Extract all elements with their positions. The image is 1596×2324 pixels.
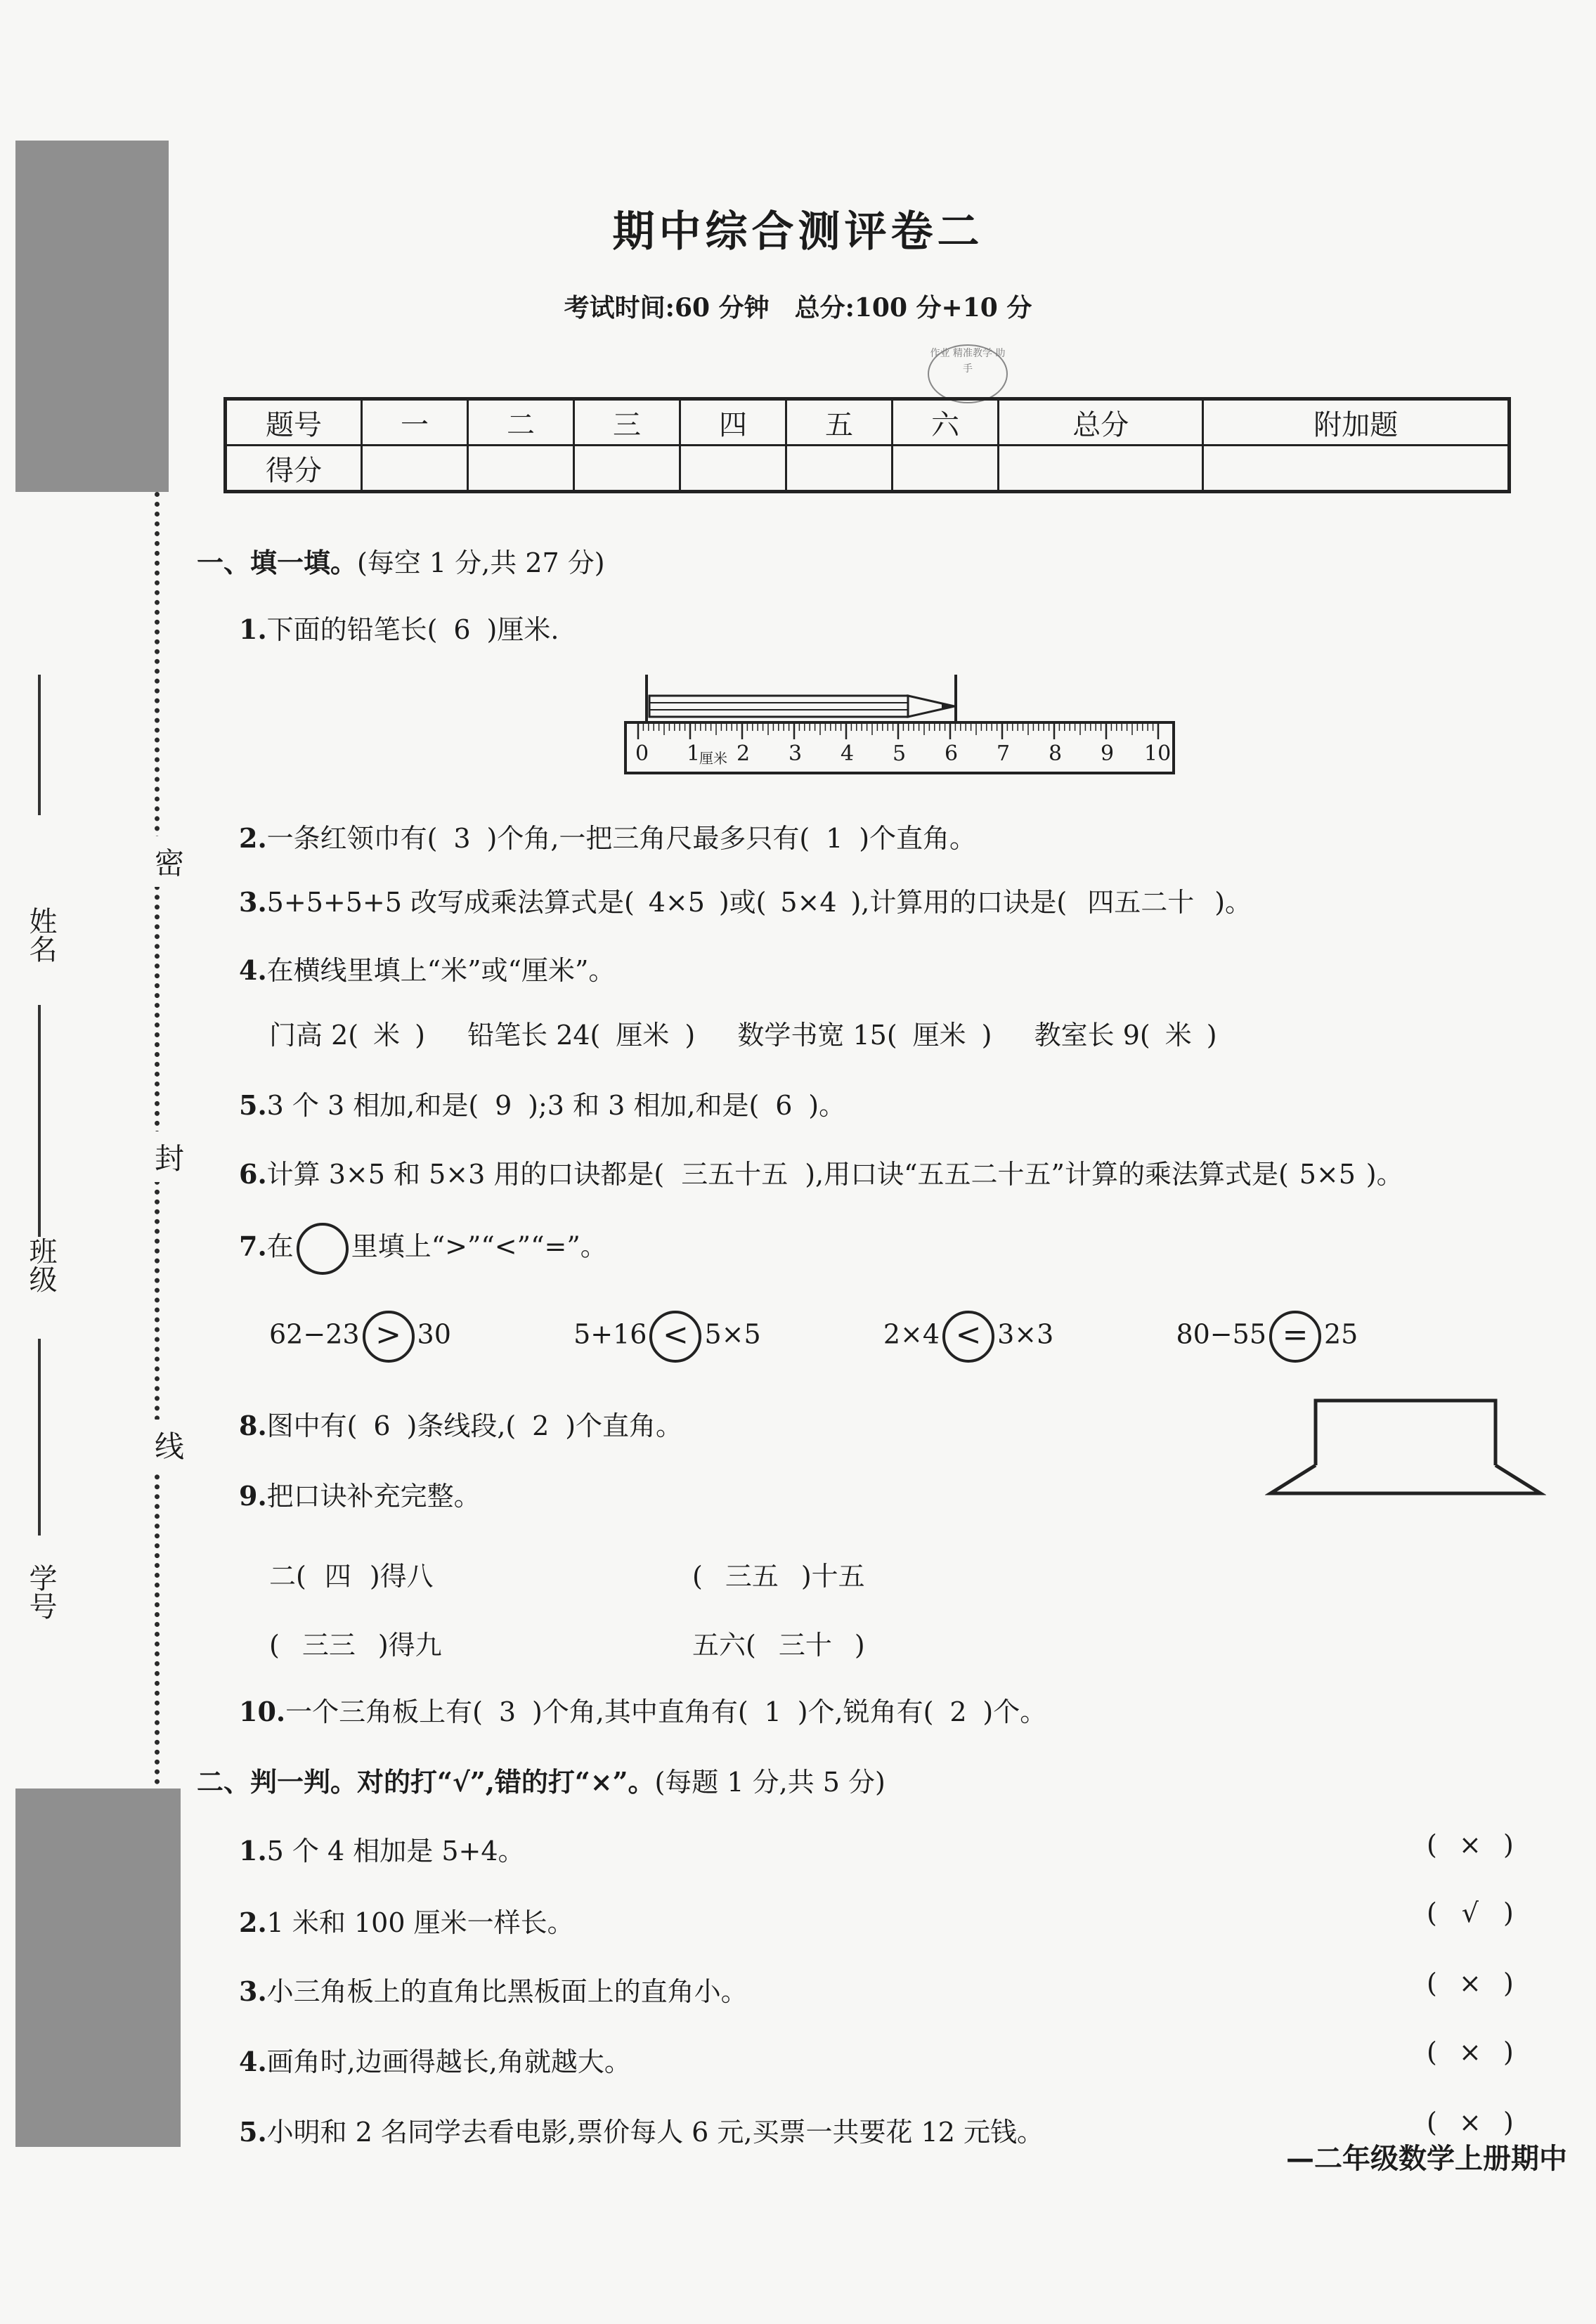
- judge-answer: ( × ): [1427, 1968, 1514, 1999]
- score-cell[interactable]: [680, 446, 786, 492]
- class-line: [38, 1005, 41, 1237]
- section1-note: (每空 1 分,共 27 分): [357, 547, 605, 578]
- q-number: 7.: [239, 1230, 267, 1262]
- answer: 米: [1164, 1020, 1192, 1051]
- q-text: ): [1206, 1020, 1217, 1051]
- answer-mark: ×: [1458, 2107, 1481, 2138]
- answer: 2: [532, 1410, 550, 1441]
- ruler-tick-label: 5: [893, 741, 907, 766]
- question-1: [239, 608, 559, 647]
- question-6: [239, 1153, 1403, 1191]
- ruler-tick-label: 2: [737, 741, 751, 766]
- q-number: 4.: [239, 954, 267, 986]
- blank-circle-icon: [297, 1223, 349, 1275]
- q-number: 8.: [239, 1410, 267, 1441]
- q-text: )得八: [369, 1561, 434, 1592]
- answer-mark: √: [1461, 1897, 1479, 1928]
- trapezoid-figure: [1265, 1395, 1546, 1497]
- q-text: 二(: [269, 1561, 306, 1592]
- q-text: )条线段,(: [406, 1410, 517, 1441]
- q-text: 在横线里填上“米”或“厘米”。: [266, 955, 616, 986]
- score-header-cell: 六: [893, 399, 999, 446]
- q9-item: [692, 1554, 865, 1593]
- q-text: 铅笔长 24(: [467, 1020, 601, 1051]
- q-number: 9.: [239, 1480, 267, 1512]
- q-text: 5×5: [704, 1318, 761, 1350]
- q-text: 3 个 3 相加,和是(: [266, 1090, 479, 1121]
- q-text: );3 和 3 相加,和是(: [528, 1090, 760, 1121]
- answer: 厘米: [912, 1020, 966, 1051]
- name-line: [38, 675, 41, 815]
- ruler-tick-label: 8: [1049, 741, 1063, 766]
- question-3: [239, 881, 1252, 919]
- q-text: 62−23: [269, 1318, 360, 1350]
- number-label: 学号: [25, 1564, 57, 1620]
- q-text: 下面的铅笔长(: [266, 614, 438, 645]
- score-header-row: [226, 399, 1510, 446]
- q-text: 一条红领巾有(: [266, 823, 438, 854]
- score-cell[interactable]: [999, 446, 1203, 492]
- q4-items: [269, 1013, 1217, 1052]
- seal-char-1: 密: [155, 836, 184, 887]
- answer: 6: [775, 1090, 793, 1121]
- answer: 米: [373, 1020, 401, 1051]
- q-text: 5+16: [573, 1318, 647, 1350]
- q-text: 小三角板上的直角比黑板面上的直角小。: [266, 1976, 748, 2007]
- score-cell[interactable]: [574, 446, 680, 492]
- score-table: [223, 397, 1511, 493]
- score-header-cell: 一: [362, 399, 468, 446]
- score-header-cell: 五: [786, 399, 893, 446]
- question-9: [239, 1474, 481, 1513]
- score-cell[interactable]: [893, 446, 999, 492]
- q-number: 10.: [239, 1696, 286, 1727]
- q-text: 80−55: [1176, 1318, 1266, 1350]
- score-header-cell: 四: [680, 399, 786, 446]
- answer: 6: [453, 614, 471, 645]
- q-text: ): [854, 1630, 865, 1661]
- judge-answer: ( × ): [1427, 1829, 1514, 1860]
- ruler-tick-label: 7: [997, 741, 1011, 766]
- q-text: 5 个 4 相加是 5+4。: [266, 1836, 525, 1867]
- question-10: [239, 1690, 1046, 1729]
- number-line: [38, 1339, 41, 1536]
- page-title: 期中综合测评卷二: [612, 207, 984, 257]
- compare-circle: >: [363, 1311, 415, 1363]
- q-text: 计算 3×5 和 5×3 用的口诀都是(: [266, 1159, 665, 1190]
- q-number: 3.: [239, 886, 267, 918]
- judge-question: [239, 2110, 1044, 2149]
- q-text: )十五: [800, 1561, 865, 1592]
- score-row: [226, 446, 1510, 492]
- judge-answer: ( √ ): [1427, 1897, 1514, 1928]
- q-text: )个角,一把三角尺最多只有(: [486, 823, 810, 854]
- q-number: 5.: [239, 2116, 267, 2148]
- section2-title: 二、判一判。对的打“√”,错的打“×”。: [197, 1766, 655, 1798]
- q-number: 6.: [239, 1158, 267, 1190]
- q9-item: [269, 1554, 434, 1593]
- q-text: )个直角。: [565, 1410, 683, 1441]
- q-number: 3.: [239, 1975, 267, 2007]
- answer: 三三: [301, 1630, 356, 1661]
- ruler-tick-label: 4: [841, 741, 855, 766]
- ruler-tick-label: 10: [1144, 741, 1172, 766]
- answer: 1: [764, 1696, 781, 1727]
- score-header-cell: 总分: [999, 399, 1203, 446]
- score-cell[interactable]: [1203, 446, 1510, 492]
- q-text: 教室长 9(: [1034, 1020, 1150, 1051]
- q-text: 25: [1324, 1318, 1358, 1350]
- q9-item: [269, 1623, 442, 1662]
- score-header-cell: 二: [468, 399, 574, 446]
- judge-answer: ( × ): [1427, 2107, 1514, 2138]
- ruler-tick-label: 6: [945, 741, 959, 766]
- ruler-tick-label: 3: [789, 741, 803, 766]
- q-text: )个。: [982, 1696, 1047, 1727]
- answer: 2: [949, 1696, 967, 1727]
- section2-heading: [197, 1760, 885, 1799]
- question-7: [239, 1223, 607, 1275]
- q-text: 5+5+5+5 改写成乘法算式是(: [266, 887, 635, 918]
- judge-answer: ( × ): [1427, 2037, 1514, 2067]
- class-label: 班级: [25, 1237, 57, 1293]
- seal-char-3: 线: [155, 1420, 184, 1470]
- homework-stamp: 作业 精准教学 助手: [928, 344, 1008, 403]
- q-number: 2.: [239, 822, 267, 854]
- q-text: )或(: [718, 887, 767, 918]
- q-text: )厘米.: [486, 614, 559, 645]
- score-header-cell: 题号: [226, 399, 362, 446]
- judge-question: [239, 2040, 631, 2079]
- score-cell[interactable]: [786, 446, 893, 492]
- answer-mark: ×: [1458, 2037, 1481, 2067]
- question-4: [239, 949, 615, 987]
- q-text: )个直角。: [859, 823, 977, 854]
- answer: 厘米: [616, 1020, 670, 1051]
- q-text: (: [692, 1561, 703, 1592]
- ruler-unit-label: 厘米: [699, 750, 727, 767]
- seal-char-2: 封: [155, 1131, 184, 1182]
- q-text: )个角,其中直角有(: [531, 1696, 748, 1727]
- answer: 3: [498, 1696, 517, 1727]
- q-text: )得九: [377, 1630, 442, 1661]
- compare-circle: =: [1269, 1311, 1321, 1363]
- compare-circle: <: [649, 1311, 701, 1363]
- answer-mark: ×: [1458, 1968, 1481, 1999]
- ruler-labels: [625, 741, 1181, 770]
- answer: 9: [495, 1090, 512, 1121]
- page-footer: —二年级数学上册期中: [1286, 2142, 1567, 2175]
- q-text: ),计算用的口诀是(: [850, 887, 1068, 918]
- q-number: 4.: [239, 2046, 267, 2077]
- q-number: 2.: [239, 1907, 267, 1938]
- q-text: ): [981, 1020, 992, 1051]
- q7-items: [269, 1311, 1358, 1363]
- score-header-cell: 三: [574, 399, 680, 446]
- q-text: )。: [1214, 887, 1252, 918]
- q-text: )。: [1365, 1159, 1403, 1190]
- question-8: [239, 1404, 682, 1443]
- q-number: 1.: [239, 1835, 267, 1867]
- score-cell[interactable]: [468, 446, 574, 492]
- answer: 三五十五: [681, 1159, 789, 1190]
- q-text: 在: [266, 1231, 294, 1262]
- q-text: )个,锐角有(: [797, 1696, 934, 1727]
- answer: 6: [373, 1410, 391, 1441]
- judge-question: [239, 1970, 748, 2008]
- answer: 4×5: [648, 887, 705, 918]
- name-label: 姓名: [25, 907, 57, 963]
- answer: 5×4: [780, 887, 837, 918]
- section1-title: 一、填一填。: [197, 547, 358, 578]
- q-text: ),用口诀“五五二十五”计算的乘法算式是(: [805, 1159, 1289, 1190]
- question-5: [239, 1084, 845, 1122]
- q-text: 图中有(: [266, 1410, 358, 1441]
- ruler-tick-label: 0: [635, 741, 649, 766]
- section2-note: (每题 1 分,共 5 分): [654, 1767, 885, 1798]
- judge-question: [239, 1829, 525, 1868]
- q-text: 一个三角板上有(: [285, 1696, 483, 1727]
- score-cell[interactable]: [362, 446, 468, 492]
- q-text: ): [415, 1020, 425, 1051]
- q-text: 小明和 2 名同学去看电影,票价每人 6 元,买票一共要花 12 元钱。: [266, 2117, 1044, 2148]
- q-text: 2×4: [883, 1318, 940, 1350]
- judge-question: [239, 1901, 574, 1940]
- q-number: 1.: [239, 614, 267, 645]
- gray-margin-bottom: [15, 1789, 181, 2147]
- q-text: 30: [417, 1318, 451, 1350]
- q-text: 数学书宽 15(: [737, 1020, 897, 1051]
- score-row-label: 得分: [226, 446, 362, 492]
- answer: 四五二十: [1087, 887, 1195, 918]
- pencil-icon: [647, 675, 956, 722]
- answer: 3: [453, 823, 471, 854]
- q-text: 1 米和 100 厘米一样长。: [266, 1907, 574, 1938]
- q9-item: [692, 1623, 865, 1662]
- answer: 1: [826, 823, 843, 854]
- answer: 四: [324, 1561, 351, 1592]
- answer: 5×5: [1299, 1159, 1356, 1190]
- q-text: 里填上“>”“<”“=”。: [351, 1231, 607, 1262]
- q-text: )。: [808, 1090, 846, 1121]
- q-text: 把口诀补充完整。: [266, 1481, 481, 1512]
- exam-info: 考试时间:60 分钟 总分:100 分+10 分: [564, 293, 1032, 323]
- ruler-tick-label: 1: [687, 741, 701, 766]
- answer: 三十: [778, 1630, 832, 1661]
- q-text: 门高 2(: [269, 1020, 359, 1051]
- compare-circle: <: [942, 1311, 994, 1363]
- q-text: (: [269, 1630, 280, 1661]
- q-text: ): [685, 1020, 696, 1051]
- answer: 三五: [725, 1561, 779, 1592]
- q-number: 5.: [239, 1089, 267, 1121]
- ruler-tick-label: 9: [1101, 741, 1115, 766]
- score-header-cell: 附加题: [1203, 399, 1510, 446]
- q-text: 五六(: [692, 1630, 756, 1661]
- section1-heading: [197, 541, 605, 580]
- q-text: 3×3: [997, 1318, 1054, 1350]
- q-text: 画角时,边画得越长,角就越大。: [266, 2046, 631, 2077]
- answer-mark: ×: [1458, 1829, 1481, 1860]
- question-2: [239, 817, 976, 855]
